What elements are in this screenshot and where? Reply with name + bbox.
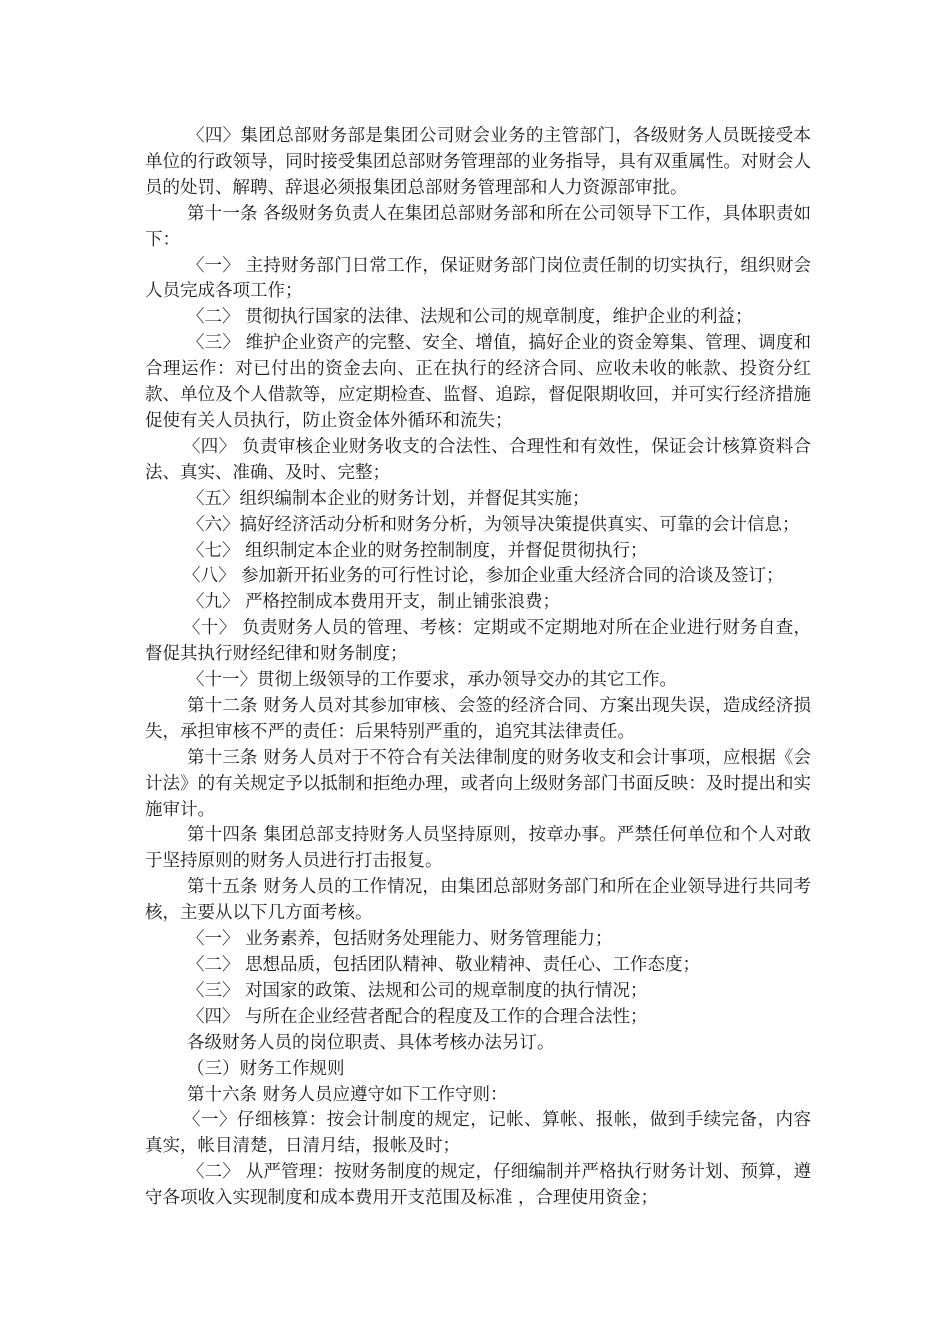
article-11-item-1: 〈一〉 主持财务部门日常工作，保证财务部门岗位责任制的切实执行，组织财会人员完成各项工作； (145, 255, 811, 302)
article-11-item-9: 〈九〉 严格控制成本费用开支，制止铺张浪费； (187, 592, 561, 613)
article-12: 第十二条 财务人员对其参加审核、会签的经济合同、方案出现失误，造成经济损失，承担审核不严的责任：后果特别严重的，追究其法律责任。 (145, 695, 811, 742)
article-16-item-1: 〈一〉仔细核算：按会计制度的规定，记帐、算帐、报帐，做到手续完备，内容真实，帐目清楚，日清月结，报帐及时； (145, 1110, 811, 1157)
article-11-item-4: 〈四〉 负责审核企业财务收支的合法性、合理性和有效性，保证会计核算资料合法、真实、准确、及时、完整； (145, 436, 811, 483)
document-body (145, 124, 811, 1212)
article-11-item-11: 〈十一〉贯彻上级领导的工作要求，承办领导交办的其它工作。 (187, 670, 677, 691)
article-15-note: 各级财务人员的岗位职责、具体考核办法另订。 (187, 1032, 555, 1053)
article-11-item-7: 〈七〉 组织制定本企业的财务控制制度，并督促贯彻执行； (187, 540, 648, 561)
article-15-item-2: 〈二〉 思想品质，包括团队精神、敬业精神、责任心、工作态度； (187, 955, 701, 975)
article-16: 第十六条 财务人员应遵守如下工作守则： (187, 1084, 508, 1105)
section-3-heading: （三）财务工作规则 (187, 1058, 345, 1079)
article-11-item-6: 〈六〉搞好经济活动分析和财务分析，为领导决策提供真实、可靠的会计信息； (187, 514, 800, 535)
article-15: 第十五条 财务人员的工作情况，由集团总部财务部门和所在企业领导进行共同考核，主要从以下几方面考核。 (145, 877, 811, 924)
article-15-item-3: 〈三〉 对国家的政策、法规和公司的规章制度的执行情况； (187, 980, 648, 1001)
article-15-item-4: 〈四〉 与所在企业经营者配合的程度及工作的合理合法性； (187, 1006, 648, 1027)
article-11-heading: 第十一条 各级财务负责人在集团总部财务部和所在公司领导下工作，具体职责如下： (145, 203, 811, 250)
article-13: 第十三条 财务人员对于不符合有关法律制度的财务收支和会计事项，应根据《会计法》的有关规定予以抵制和拒绝办理，或者向上级财务部门书面反映：及时提出和实施审计。 (145, 747, 811, 820)
article-11-item-5: 〈五〉组织编制本企业的财务计划，并督促其实施； (187, 488, 590, 509)
article-11-item-3: 〈三〉 维护企业资产的完整、安全、增值，搞好企业的资金筹集、管理、调度和合理运作：对已付出的资金去向、正在执行的经济合同、应收未收的帐款、投资分红款、单位及个人借款等，应定期检查、监督、追踪，督促限期收回，并可实行经济措施促使有关人员执行，防止资金体外循环和流失； (145, 333, 811, 431)
article-14: 第十四条 集团总部支持财务人员坚持原则，按章办事。严禁任何单位和个人对敢于坚持原则的财务人员进行打击报复。 (145, 825, 811, 872)
article-15-item-1: 〈一〉 业务素养，包括财务处理能力、财务管理能力； (187, 929, 613, 950)
article-16-item-2: 〈二〉 从严管理：按财务制度的规定，仔细编制并严格执行财务计划、预算，遵守各项收入实现制度和成本费用开支范围及标准 ，合理使用资金； (145, 1162, 811, 1209)
article-11-item-10: 〈十〉 负责财务人员的管理、考核：定期或不定期地对所在企业进行财务自查，督促其执行财经纪律和财务制度； (145, 618, 811, 665)
article-11-item-8: 〈八〉 参加新开拓业务的可行性讨论，参加企业重大经济合同的洽谈及签订； (183, 566, 784, 587)
article-11-item-2: 〈二〉 贯彻执行国家的法律、法规和公司的规章制度，维护企业的利益； (187, 307, 753, 328)
paragraph-4-dept-role: 〈四〉集团总部财务部是集团公司财会业务的主管部门，各级财务人员既接受本单位的行政领导，同时接受集团总部财务管理部的业务指导，具有双重属性。对财会人员的处罚、解聘、辞退必须报集团总部财务管理部和人力资源部审批。 (145, 126, 811, 198)
